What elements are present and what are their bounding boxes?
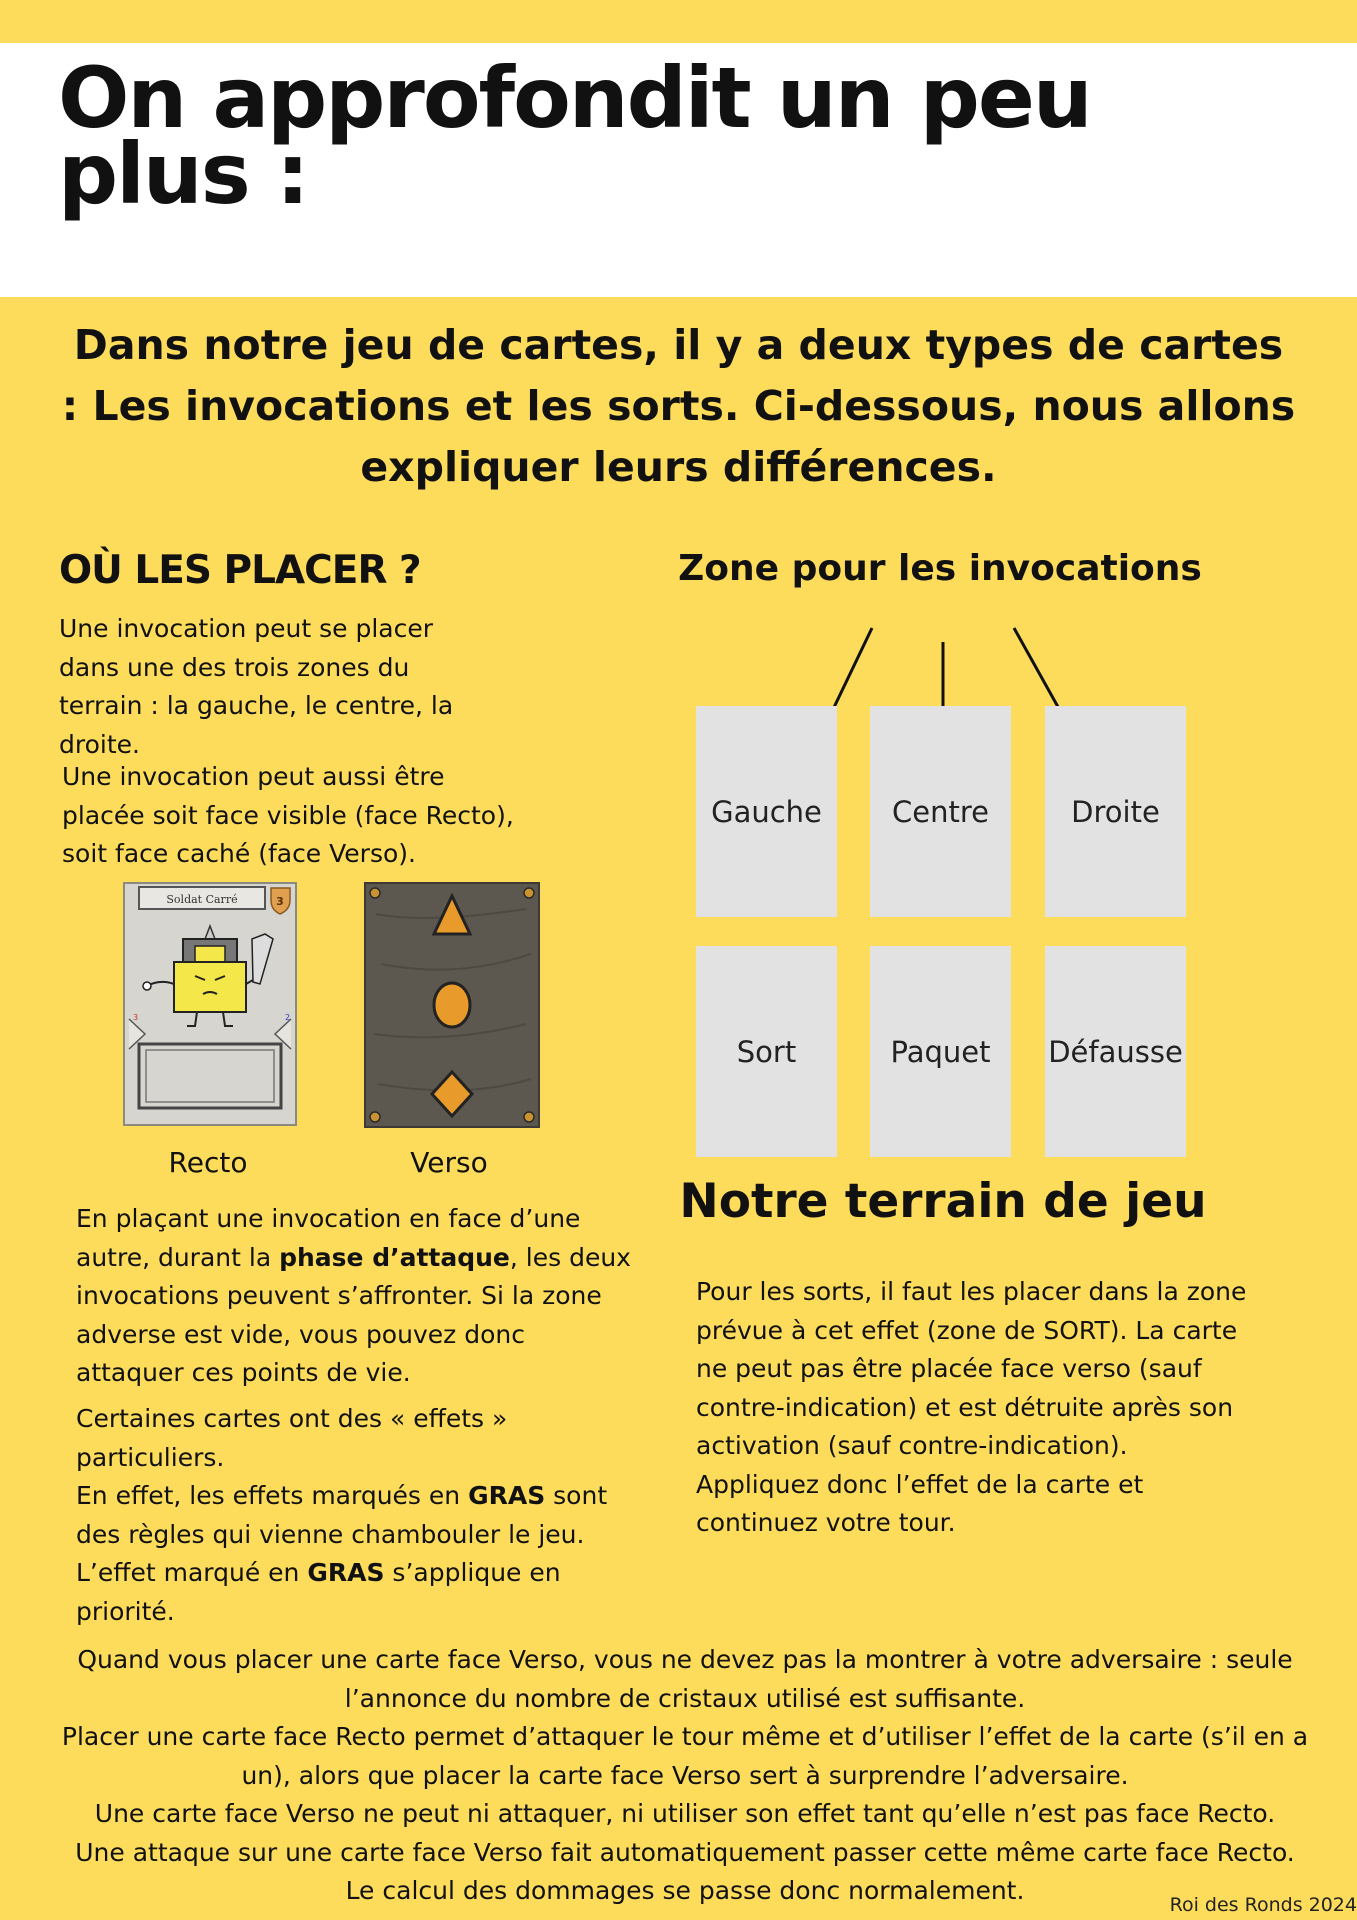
card-cost: 3 — [276, 895, 284, 908]
bottom-line-5: Le calcul des dommages se passe donc normalement. — [345, 1876, 1025, 1905]
sorts-paragraph: Pour les sorts, il faut les placer dans la zone prévue à cet effet (zone de SORT). La carte ne peut pas être placée face verso (sauf contre-indication) et est détruite après son activation (sauf contre-indication). Appliquez donc l’effet de la carte et continuez votre tour. — [696, 1277, 1247, 1537]
verso-caption: Verso — [410, 1146, 488, 1179]
attack-text-b: , les deux invocations peuvent s’affronter. Si la zone adverse est vide, vous pouvez donc attaquer ces points de vie. — [76, 1242, 631, 1387]
card-stat-left: 3 — [133, 1013, 139, 1022]
bottom-line-2: Placer une carte face Recto permet d’attaquer le tour même et d’utiliser l’effet de la carte (s’il en a un), alors que placer la carte face Verso sert à surprendre l’adversaire. — [61, 1722, 1309, 1790]
bottom-line-3: Une carte face Verso ne peut ni attaquer, ni utiliser son effet tant qu’elle n’est pas face Recto. — [94, 1799, 1276, 1828]
where-paragraph-faces: Une invocation peut aussi être placée soit face visible (face Recto), soit face caché (face Verso). — [62, 762, 514, 868]
card-verso-illustration — [366, 884, 538, 1126]
effects-line-2a: En effet, les effets marqués en — [76, 1481, 469, 1510]
bottom-line-4: Une attaque sur une carte face Verso fait automatiquement passer cette même carte face Recto. — [75, 1837, 1295, 1867]
effects-line-3b: s’applique en priorité. — [76, 1558, 561, 1626]
effects-bold-gras-2: GRAS — [307, 1558, 385, 1587]
effects-line-3a: L’effet marqué en — [76, 1558, 308, 1587]
page-title: On approfondit un peu plus : — [58, 49, 1091, 223]
zone-droite: Droite — [1045, 706, 1186, 917]
effects-line-2b: sont des règles qui vienne chambouler le jeu. — [76, 1481, 608, 1549]
effects-line-1: Certaines cartes ont des « effets » particuliers. — [76, 1404, 508, 1472]
attack-text-a: En plaçant une invocation en face d’une autre, durant la — [76, 1204, 581, 1272]
zone-centre: Centre — [870, 706, 1011, 917]
bottom-line-1: Quand vous placer une carte face Verso, vous ne devez pas la montrer à votre adversaire : seule l’annonce du nombre de cristaux utilisé est suffisante. — [77, 1645, 1293, 1713]
zone-heading: Zone pour les invocations — [678, 548, 1202, 589]
card-recto-illustration — [125, 884, 295, 1124]
card-recto-image — [123, 882, 297, 1126]
footer-credit: Roi des Ronds 2024 — [1169, 1894, 1357, 1916]
card-verso-image — [364, 882, 540, 1128]
zone-paquet: Paquet — [870, 946, 1011, 1157]
bottom-paragraph — [40, 1641, 1330, 1911]
recto-caption: Recto — [168, 1146, 248, 1179]
card-stat-right: 2 — [285, 1013, 291, 1022]
terrain-title: Notre terrain de jeu — [679, 1174, 1207, 1229]
effects-paragraph — [76, 1400, 636, 1631]
zone-defausse: Défausse — [1045, 946, 1186, 1157]
effects-bold-gras-1: GRAS — [468, 1481, 546, 1510]
where-paragraph-zones: Une invocation peut se placer dans une des trois zones du terrain : la gauche, le centre, la droite. — [59, 614, 454, 759]
oval-gem-icon — [434, 983, 470, 1027]
card-name: Soldat Carré — [166, 893, 238, 906]
zone-sort: Sort — [696, 946, 837, 1157]
attack-bold-phase: phase d’attaque — [279, 1242, 510, 1272]
where-heading: OÙ LES PLACER ? — [59, 548, 421, 593]
intro-text: Dans notre jeu de cartes, il y a deux types de cartes : Les invocations et les sorts. Ci-dessous, nous allons expliquer leurs différences. — [61, 321, 1296, 491]
zone-gauche: Gauche — [696, 706, 837, 917]
attack-paragraph — [76, 1200, 636, 1393]
